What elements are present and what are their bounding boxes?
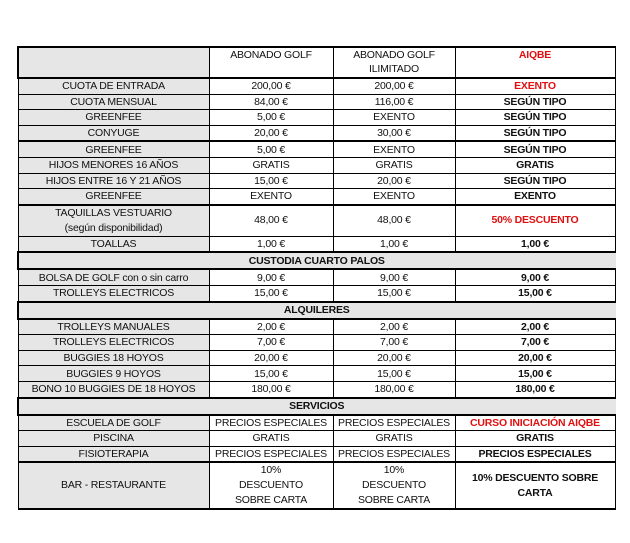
ilimitado-value: EXENTO xyxy=(333,189,455,205)
table-row xyxy=(18,110,615,126)
row-label: TOALLAS xyxy=(18,236,209,252)
abonado-value: 84,00 € xyxy=(209,94,333,110)
section-title: CUSTODIA CUARTO PALOS xyxy=(18,252,615,269)
table-row xyxy=(18,431,615,447)
ilimitado-value: 9,00 € xyxy=(333,269,455,285)
abonado-value: PRECIOS ESPECIALES xyxy=(209,446,333,462)
ilimitado-value: 48,00 € xyxy=(333,205,455,237)
section-header-alquileres xyxy=(18,302,615,319)
aiqbe-value: SEGÚN TIPO xyxy=(455,173,615,189)
ilimitado-value: GRATIS xyxy=(333,157,455,173)
row-label: TROLLEYS MANUALES xyxy=(18,319,209,335)
aiqbe-value: 20,00 € xyxy=(455,350,615,366)
table-row xyxy=(18,189,615,205)
table-row xyxy=(18,125,615,141)
row-label-main: TAQUILLAS VESTUARIO xyxy=(55,206,172,219)
section-title: SERVICIOS xyxy=(18,398,615,415)
table-row xyxy=(18,335,615,351)
ilimitado-value: 10% DESCUENTO SOBRE CARTA xyxy=(333,462,455,509)
ilimitado-value: 20,00 € xyxy=(333,350,455,366)
abonado-value: EXENTO xyxy=(209,189,333,205)
aiqbe-value: 10% DESCUENTO SOBRE CARTA xyxy=(455,462,615,509)
aiqbe-value: 15,00 € xyxy=(455,285,615,301)
row-label: GREENFEE xyxy=(18,141,209,157)
row-label: BUGGIES 9 HOYOS xyxy=(18,366,209,382)
aiqbe-value: 180,00 € xyxy=(455,381,615,397)
header-abonado-golf-ilimitado: ABONADO GOLF ILIMITADO xyxy=(333,47,455,78)
table-row xyxy=(18,173,615,189)
table-row xyxy=(18,236,615,252)
abonado-value: 5,00 € xyxy=(209,141,333,157)
table-row xyxy=(18,446,615,462)
abonado-value: 48,00 € xyxy=(209,205,333,237)
row-label: CONYUGE xyxy=(18,125,209,141)
abonado-value: 9,00 € xyxy=(209,269,333,285)
row-label: BONO 10 BUGGIES DE 18 HOYOS xyxy=(18,381,209,397)
table-row xyxy=(18,157,615,173)
row-label: PISCINA xyxy=(18,431,209,447)
row-label: HIJOS MENORES 16 AÑOS xyxy=(18,157,209,173)
section-header-servicios xyxy=(18,398,615,415)
abonado-value: PRECIOS ESPECIALES xyxy=(209,415,333,431)
aiqbe-value: GRATIS xyxy=(455,431,615,447)
row-label: HIJOS ENTRE 16 Y 21 AÑOS xyxy=(18,173,209,189)
aiqbe-value: 2,00 € xyxy=(455,319,615,335)
ilimitado-value: 1,00 € xyxy=(333,236,455,252)
ilimitado-value: PRECIOS ESPECIALES xyxy=(333,415,455,431)
abonado-value: 10% DESCUENTO SOBRE CARTA xyxy=(209,462,333,509)
aiqbe-value: 9,00 € xyxy=(455,269,615,285)
table-row xyxy=(18,415,615,431)
row-label: GREENFEE xyxy=(18,189,209,205)
section-header-custodia xyxy=(18,252,615,269)
table-row xyxy=(18,462,615,509)
header-label-cell xyxy=(18,47,209,78)
row-label: BOLSA DE GOLF con o sin carro xyxy=(18,269,209,285)
table-row xyxy=(18,381,615,397)
aiqbe-value: 7,00 € xyxy=(455,335,615,351)
row-label: TROLLEYS ELECTRICOS xyxy=(18,285,209,301)
table-row xyxy=(18,350,615,366)
ilimitado-value: 20,00 € xyxy=(333,173,455,189)
ilimitado-value: 15,00 € xyxy=(333,366,455,382)
ilimitado-value: 30,00 € xyxy=(333,125,455,141)
ilimitado-value: 15,00 € xyxy=(333,285,455,301)
abonado-value: 2,00 € xyxy=(209,319,333,335)
aiqbe-value: 50% DESCUENTO xyxy=(455,205,615,237)
abonado-value: 1,00 € xyxy=(209,236,333,252)
abonado-value: 7,00 € xyxy=(209,335,333,351)
abonado-value: GRATIS xyxy=(209,431,333,447)
table-row xyxy=(18,78,615,94)
table-row xyxy=(18,366,615,382)
aiqbe-value: SEGÚN TIPO xyxy=(455,94,615,110)
header-abonado-golf: ABONADO GOLF xyxy=(209,47,333,78)
ilimitado-value: EXENTO xyxy=(333,141,455,157)
table-row xyxy=(18,205,615,237)
row-label: GREENFEE xyxy=(18,110,209,126)
row-label: FISIOTERAPIA xyxy=(18,446,209,462)
aiqbe-value: SEGÚN TIPO xyxy=(455,141,615,157)
row-label: ESCUELA DE GOLF xyxy=(18,415,209,431)
row-label-sub: (según disponibilidad) xyxy=(64,221,163,234)
table-row xyxy=(18,141,615,157)
table-row xyxy=(18,285,615,301)
table-row xyxy=(18,319,615,335)
aiqbe-value: PRECIOS ESPECIALES xyxy=(455,446,615,462)
ilimitado-value: PRECIOS ESPECIALES xyxy=(333,446,455,462)
row-label xyxy=(18,205,209,237)
aiqbe-value: CURSO INICIACIÓN AIQBE xyxy=(455,415,615,431)
abonado-value: 20,00 € xyxy=(209,350,333,366)
ilimitado-value: 2,00 € xyxy=(333,319,455,335)
abonado-value: 20,00 € xyxy=(209,125,333,141)
ilimitado-value: EXENTO xyxy=(333,110,455,126)
table-row xyxy=(18,269,615,285)
header-aiqbe: AIQBE xyxy=(455,47,615,78)
ilimitado-value: 116,00 € xyxy=(333,94,455,110)
ilimitado-value: 200,00 € xyxy=(333,78,455,94)
header-row xyxy=(18,47,615,78)
row-label: TROLLEYS ELECTRICOS xyxy=(18,335,209,351)
ilimitado-value: 7,00 € xyxy=(333,335,455,351)
abonado-value: 180,00 € xyxy=(209,381,333,397)
row-label: BUGGIES 18 HOYOS xyxy=(18,350,209,366)
row-label: CUOTA MENSUAL xyxy=(18,94,209,110)
abonado-value: 15,00 € xyxy=(209,173,333,189)
pricing-table xyxy=(17,46,616,510)
aiqbe-value: 15,00 € xyxy=(455,366,615,382)
abonado-value: 15,00 € xyxy=(209,285,333,301)
aiqbe-value: SEGÚN TIPO xyxy=(455,125,615,141)
abonado-value: 15,00 € xyxy=(209,366,333,382)
abonado-value: 200,00 € xyxy=(209,78,333,94)
table-row xyxy=(18,94,615,110)
row-label: BAR - RESTAURANTE xyxy=(18,462,209,509)
aiqbe-value: EXENTO xyxy=(455,78,615,94)
row-label: CUOTA DE ENTRADA xyxy=(18,78,209,94)
abonado-value: GRATIS xyxy=(209,157,333,173)
abonado-value: 5,00 € xyxy=(209,110,333,126)
aiqbe-value: SEGÚN TIPO xyxy=(455,110,615,126)
section-title: ALQUILERES xyxy=(18,302,615,319)
ilimitado-value: GRATIS xyxy=(333,431,455,447)
aiqbe-value: 1,00 € xyxy=(455,236,615,252)
aiqbe-value: EXENTO xyxy=(455,189,615,205)
aiqbe-value: GRATIS xyxy=(455,157,615,173)
ilimitado-value: 180,00 € xyxy=(333,381,455,397)
